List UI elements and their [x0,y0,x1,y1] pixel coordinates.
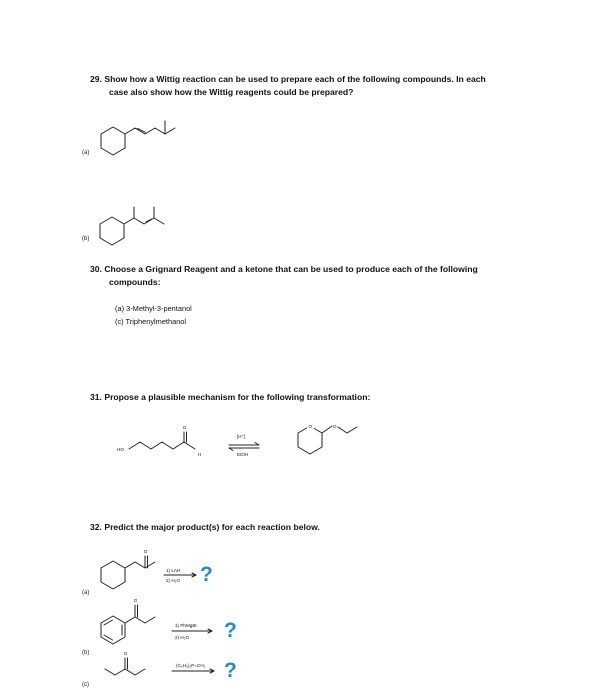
q30-line2: compounds: [109,277,161,287]
q30-item-c: (c) Triphenylmethanol [115,317,187,326]
q32b-o: O [133,598,138,603]
q31-ho-label: HO [117,447,124,452]
q32b-arrow [172,623,212,640]
q31-text: Propose a plausible mechanism for the following transformation: [104,392,371,402]
q32b-answer-mark: ? [224,619,237,642]
q32a-arrow [164,568,196,583]
q32b-step2: 2) H₂O [175,635,190,640]
q32-label-c: (c) [82,682,89,688]
q32a-step2: 2) H₂O [166,578,181,583]
q31-reagent-top: [H⁺] [237,434,246,439]
q31-reagent-bottom: EtOH [237,452,249,457]
q32a-structure [101,549,155,589]
q31-ring-o: O [308,424,313,429]
q29-number: 29. [90,74,102,84]
q32c-o: O [123,651,128,656]
q29-line1: Show how a Wittig reaction can be used to prepare each of the following compounds. In each [104,74,486,84]
q32b-structure [101,598,155,644]
q31-product [298,421,357,454]
q29-label-a: (a) [82,150,90,156]
q32-number: 32. [90,522,102,532]
q32c-answer-mark: ? [224,659,237,682]
q29a-structure [101,121,175,155]
q32a-step1: 1) LAH [166,568,181,573]
q32-label-b: (b) [82,650,90,656]
q32b-step1: 1) PhMgBr [175,623,197,628]
q31-aldehyde-h: H [198,452,202,457]
q32c-reagent: (C₆H₅)₃P=CH₂ [176,663,206,668]
q32a-answer-mark: ? [200,563,213,586]
q30-number: 30. [90,264,102,274]
q31-ether-o: O [333,424,337,429]
q32c-structure [105,651,145,675]
q30-item-a: (a) 3-Methyl-3-pentanol [115,304,192,313]
q32-text: Predict the major product(s) for each reaction below. [104,522,320,532]
q31-carbonyl-o: O [182,425,187,430]
q32a-o: O [143,549,148,554]
q29b-structure [100,207,164,245]
q29-line2: case also show how the Wittig reagents could be prepared? [109,87,354,97]
q32c-arrow [172,663,214,673]
q31-equilibrium-arrow [229,434,259,457]
q29-label-b: (b) [82,236,90,242]
q31-starting-material [117,425,201,457]
q30-line1: Choose a Grignard Reagent and a ketone that can be used to produce each of the following [104,264,478,274]
q32-label-a: (a) [82,590,90,596]
q31-number: 31. [90,392,102,402]
